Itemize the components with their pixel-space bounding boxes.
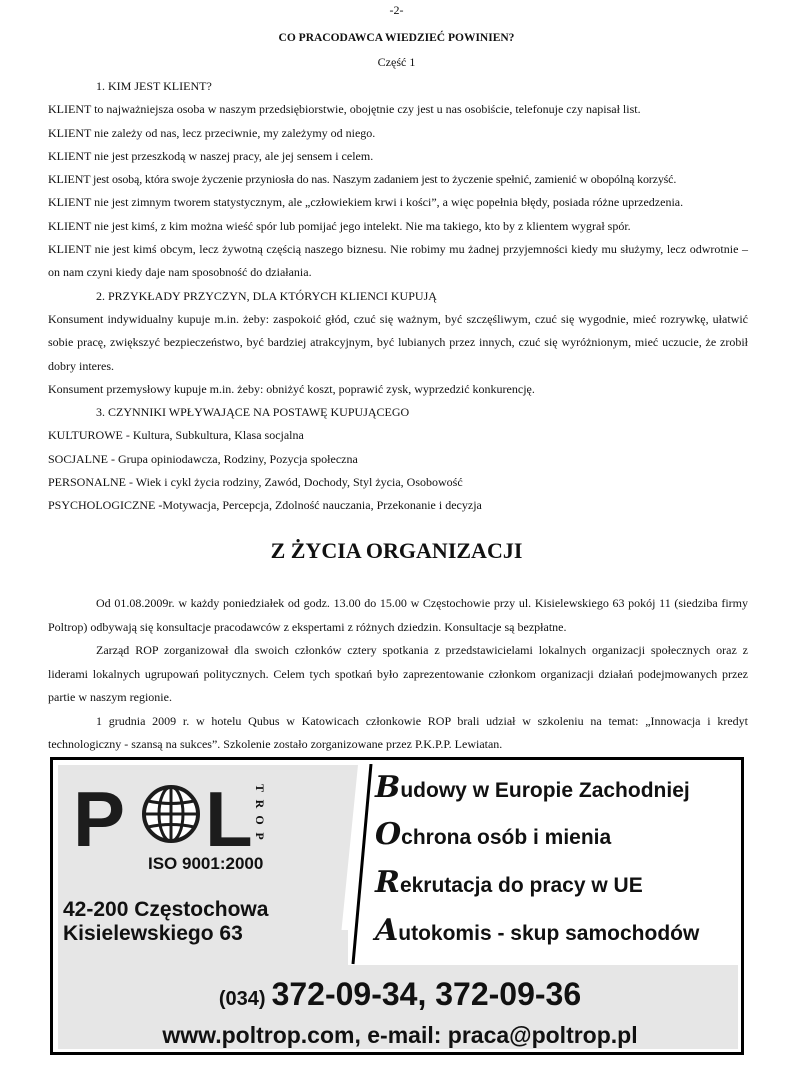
service-text: utokomis - skup samochodów: [398, 922, 700, 945]
address-street: Kisielewskiego 63: [63, 922, 243, 945]
service-item: [375, 817, 611, 852]
service-text: udowy w Europie Zachodniej: [400, 779, 690, 802]
iso-certification: ISO 9001:2000: [148, 854, 264, 873]
logo-letter-l: L: [205, 775, 253, 863]
phone-line: [53, 976, 747, 1013]
section2-line: Konsument indywidualny kupuje m.in. żeby: zaspokoić głód, czuć się ważnym, być szczęśliwym, czuć się wygodnie, mieć rozrywkę, ułatwić sobie pracę, zwiększyć bezpieczeństwo, być bardziej atrakcyjnym, być lubianych przez innych, czuć się wyróżnionym, mieć uczucie, że zrobił dobry interes.: [48, 311, 748, 373]
section1-line: KLIENT nie zależy od nas, lecz przeciwnie, my zależymy od niego.: [48, 125, 376, 140]
article-part: Część 1: [377, 55, 416, 69]
logo-trop: [249, 780, 271, 844]
section1-line: KLIENT nie jest kimś obcym, lecz żywotną częścią naszego biznesu. Nie robimy mu żadnej przyjemności kiedy mu służymy, lecz odwrotnie – on nam czyni kiedy daje nam sposobność do działania.: [48, 242, 748, 280]
company-address: [63, 898, 268, 946]
section1-line: KLIENT nie jest zimnym tworem statystycznym, ale „człowiekiem krwi i kości”, a więc popełnia błędy, posiada różne uprzedzenia.: [48, 195, 684, 210]
service-text: ekrutacja do pracy w UE: [399, 874, 643, 897]
poltrop-advertisement: [50, 757, 744, 1055]
service-item: [375, 865, 643, 900]
section1-line: KLIENT to najważniejsza osoba w naszym przedsiębiorstwie, obojętnie czy jest u nas osobiście, telefonuje czy napisał list.: [48, 102, 641, 117]
news-title: Z ŻYCIA ORGANIZACJI: [270, 538, 523, 563]
section1-line: KLIENT nie jest przeszkodą w naszej pracy, ale jej sensem i celem.: [48, 148, 374, 163]
service-initial: R: [375, 865, 400, 900]
section1-line: KLIENT jest osobą, która swoje życzenie przyniosła do nas. Naszym zadaniem jest to życzenie spełnić, zamienić w obopólną korzyść.: [48, 172, 677, 187]
section1-line: KLIENT nie jest kimś, z kim można wieść spór lub pomijać jego intelekt. Nie ma takiego, kto by z klientem wygrał spór.: [48, 218, 631, 233]
service-item: [375, 913, 699, 948]
logo-trop-letter: R: [253, 799, 267, 809]
globe-icon: [141, 784, 201, 844]
phone-numbers: 372-09-34, 372-09-36: [271, 976, 582, 1012]
address-city: 42-200 Częstochowa: [63, 898, 269, 921]
service-initial: O: [375, 817, 402, 852]
page-number: -2-: [389, 3, 404, 17]
service-text: chrona osób i mienia: [401, 826, 612, 849]
news-paragraph: 1 grudnia 2009 r. w hotelu Qubus w Katowicach członkowie ROP brali udział w szkoleniu na temat: „Innowacja i kredyt technologiczny - szansą na sukces”. Szkolenie zostało zorganizowane przez P.K.P.P. Lewiatan.: [48, 713, 748, 751]
section2-line: Konsument przemysłowy kupuje m.in. żeby: obniżyć koszt, poprawić zysk, wyprzedzić konkurencję.: [48, 381, 535, 396]
phone-area-code: (034): [218, 988, 266, 1010]
section1-heading: 1. KIM JEST KLIENT?: [96, 79, 212, 93]
section3-line: PERSONALNE - Wiek i cykl życia rodziny, Zawód, Dochody, Styl życia, Osobowość: [48, 475, 463, 490]
section3-line: KULTUROWE - Kultura, Subkultura, Klasa socjalna: [48, 428, 304, 443]
service-initial: A: [375, 913, 399, 948]
section2-heading: 2. PRZYKŁADY PRZYCZYN, DLA KTÓRYCH KLIENCI KUPUJĄ: [96, 288, 437, 303]
section3-line: SOCJALNE - Grupa opiniodawcza, Rodziny, Pozycja społeczna: [48, 451, 358, 466]
logo-letter-p: P: [73, 775, 124, 863]
article-body: [48, 75, 748, 518]
logo-trop-letter: P: [253, 832, 267, 840]
logo-trop-letter: O: [253, 815, 267, 825]
service-initial: B: [375, 770, 401, 805]
web-email-line[interactable]: www.poltrop.com, e-mail: praca@poltrop.pl: [162, 1022, 638, 1048]
logo-trop-letter: T: [253, 783, 267, 792]
news-paragraph: Od 01.08.2009r. w każdy poniedziałek od godz. 13.00 do 15.00 w Częstochowie przy ul. Kisielewskiego 63 pokój 11 (siedziba firmy Poltrop) odbywają się konsultacje pracodawców z ekspertami z różnych dziedzin. Konsultacje są bezpłatne.: [48, 596, 748, 634]
section3-line: PSYCHOLOGICZNE -Motywacja, Percepcja, Zdolność nauczania, Przekonanie i decyzja: [48, 498, 482, 513]
news-paragraph: Zarząd ROP zorganizował dla swoich członków cztery spotkania z przedstawicielami lokalnych organizacji społecznych oraz z liderami lokalnych ugrupowań politycznych. Celem tych spotkań było zaprezentowanie członkom organizacji działań podejmowanych przez partie w naszym regionie.: [48, 643, 748, 704]
section3-heading: 3. CZYNNIKI WPŁYWAJĄCE NA POSTAWĘ KUPUJĄCEGO: [96, 405, 410, 420]
news-body: [48, 592, 748, 757]
service-item: [375, 770, 690, 805]
article-title: CO PRACODAWCA WIEDZIEĆ POWINIEN?: [278, 32, 515, 44]
